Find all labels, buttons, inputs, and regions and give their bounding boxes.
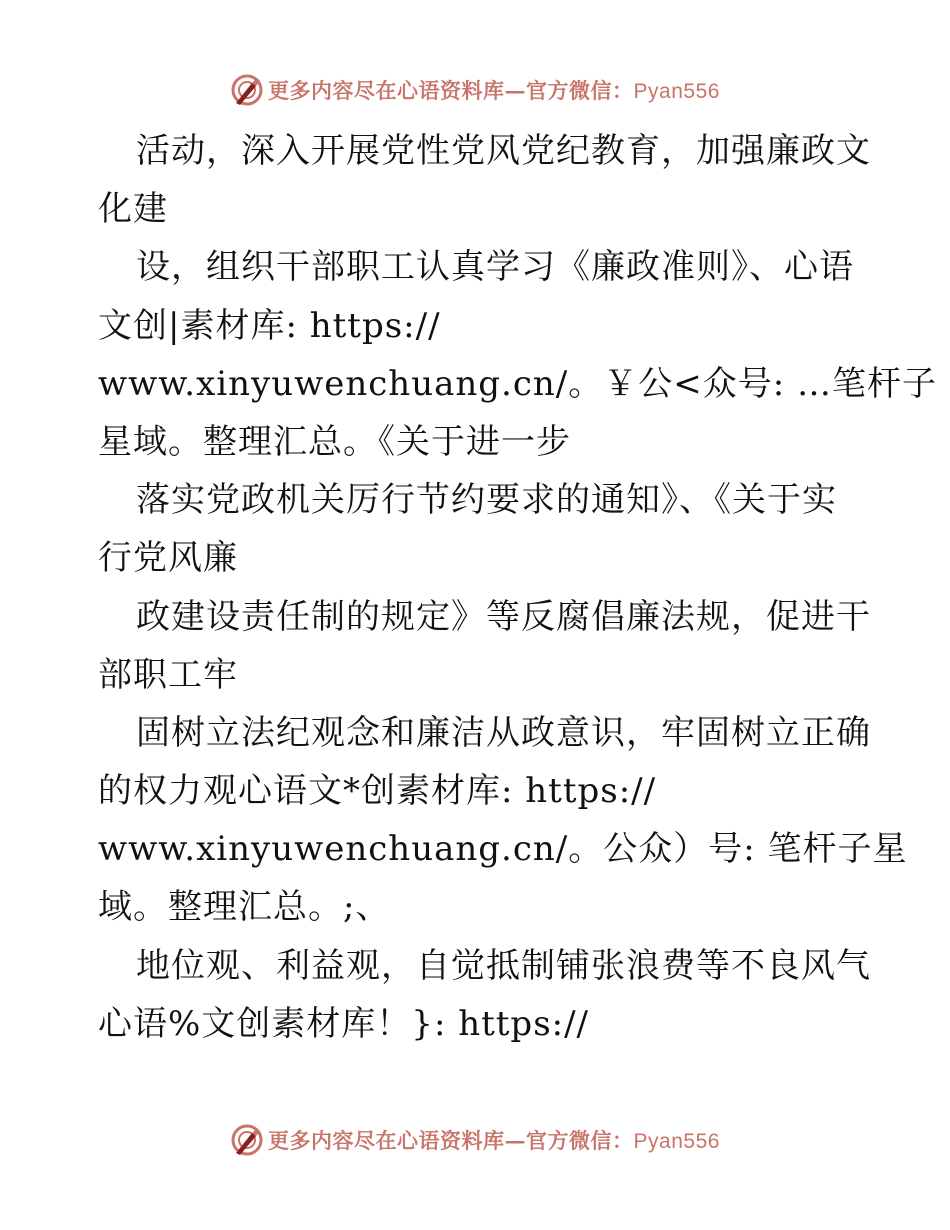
text-line: 文创|素材库: https:// bbox=[98, 305, 441, 346]
banner-text: 更多内容尽在心语资料库—官方微信：Pyan556 bbox=[268, 1128, 720, 1153]
footer-banner bbox=[0, 1120, 950, 1160]
pen-logo-icon bbox=[230, 73, 264, 107]
text-line: 落实党政机关厉行节约要求的通知》、《关于实 bbox=[136, 480, 837, 521]
text-line: 域。整理汇总。;、 bbox=[98, 887, 391, 928]
wechat-id: Pyan556 bbox=[633, 1130, 720, 1153]
header-banner bbox=[0, 70, 950, 110]
wechat-id: Pyan556 bbox=[633, 80, 720, 103]
pen-logo-icon bbox=[230, 1123, 264, 1157]
text-line: 的权力观心语文*创素材库: https:// bbox=[98, 771, 657, 812]
text-line: 活动，深入开展党性党风党纪教育，加强廉政文 bbox=[136, 131, 871, 171]
text-line: www.xinyuwenchuang.cn/。公众）号: 笔杆子星 bbox=[98, 829, 908, 870]
text-line: 设，组织干部职工认真学习《廉政准则》、心语 bbox=[136, 247, 854, 288]
text-line: 星域。整理汇总。《关于进一步 bbox=[98, 421, 571, 462]
banner-text: 更多内容尽在心语资料库—官方微信：Pyan556 bbox=[268, 78, 720, 103]
text-line: 行党风廉 bbox=[98, 538, 238, 579]
text-line: 政建设责任制的规定》等反腐倡廉法规，促进干 bbox=[136, 596, 871, 637]
text-line: 化建 bbox=[98, 189, 168, 230]
document-body bbox=[98, 122, 937, 1053]
text-line: 地位观、利益观，自觉抵制铺张浪费等不良风气 bbox=[136, 945, 871, 986]
text-line: 固树立法纪观念和廉洁从政意识，牢固树立正确 bbox=[136, 712, 871, 753]
text-line: 部职工牢 bbox=[98, 654, 238, 695]
text-line: 心语%文创素材库！}: https:// bbox=[98, 1003, 590, 1044]
text-line: www.xinyuwenchuang.cn/。￥公<众号: …笔杆子 bbox=[98, 363, 937, 404]
